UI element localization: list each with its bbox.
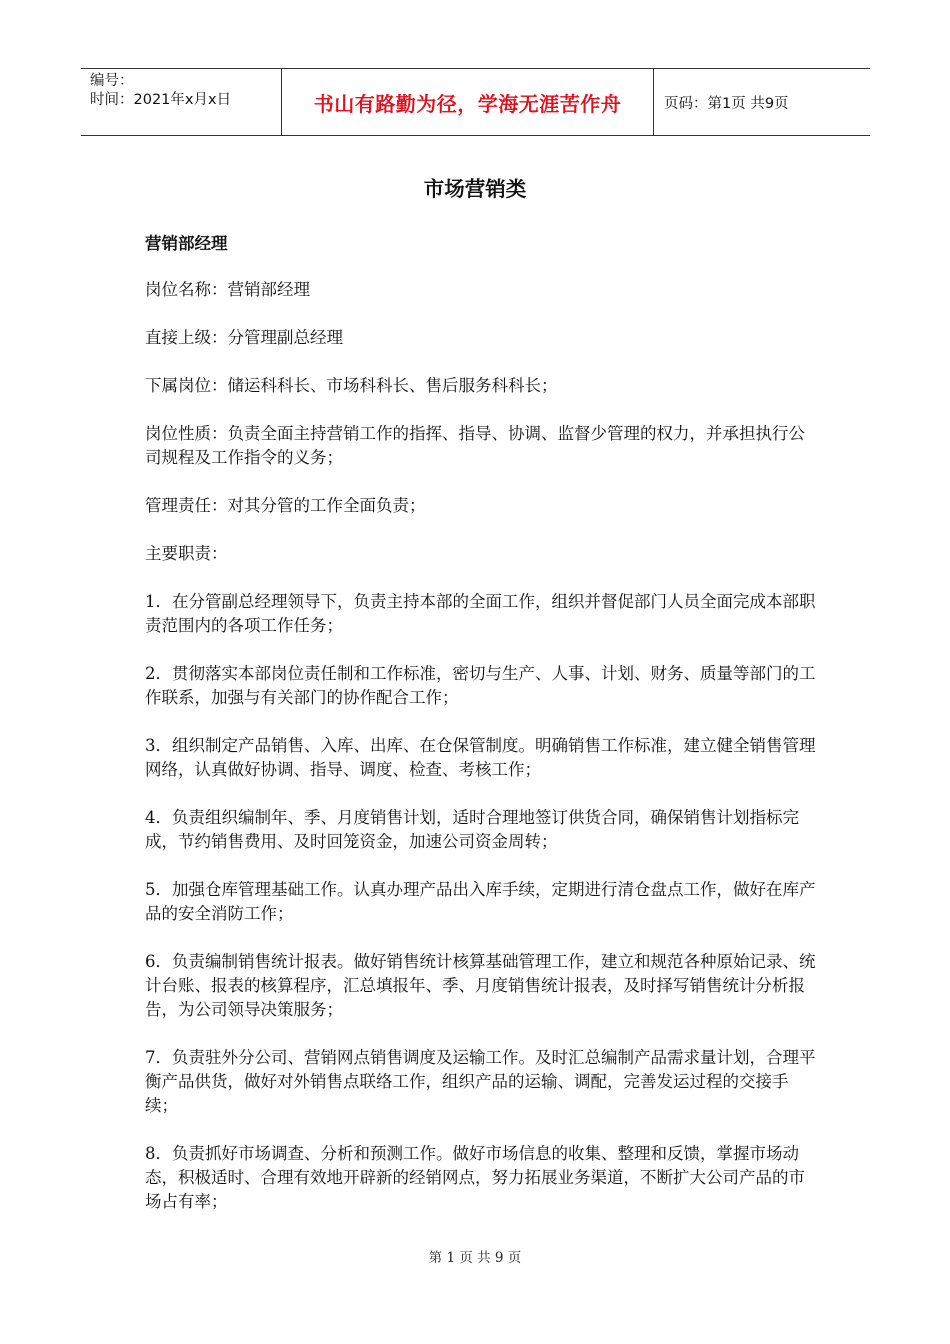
field-position-name: 岗位名称：营销部经理 [145, 280, 310, 299]
header-page-cell [654, 69, 870, 135]
document-body [145, 232, 817, 1238]
page-info: 页码：第1页 共9页 [664, 95, 789, 112]
duty-item: 4．负责组织编制年、季、月度销售计划，适时合理地签订供货合同，确保销售计划指标完成，节约销售费用、及时回笼资金，加速公司资金周转； [145, 808, 799, 851]
field-subordinates: 下属岗位：储运科科长、市场科科长、售后服务科科长； [145, 376, 558, 395]
document-title: 市场营销类 [423, 177, 527, 201]
duty-item: 2．贯彻落实本部岗位责任制和工作标准，密切与生产、人事、计划、财务、质量等部门的工作联系，加强与有关部门的协作配合工作； [145, 664, 816, 707]
duty-item: 5．加强仓库管理基础工作。认真办理产品出入库手续，定期进行清仓盘点工作，做好在库产品的安全消防工作； [145, 880, 816, 923]
field-direct-superior: 直接上级：分管理副总经理 [145, 328, 343, 347]
duty-item: 8．负责抓好市场调查、分析和预测工作。做好市场信息的收集、整理和反馈，掌握市场动态，积极适时、合理有效地开辟新的经销网点，努力拓展业务渠道，不断扩大公司产品的市场占有率； [145, 1144, 805, 1211]
header-motto-cell [282, 69, 654, 135]
field-main-duties-label: 主要职责： [145, 544, 228, 563]
duty-item: 6．负责编制销售统计报表。做好销售统计核算基础管理工作，建立和规范各种原始记录、统计台账、报表的核算程序，汇总填报年、季、月度销售统计报表，及时择写销售统计分析报告，为公司领导决策服务； [145, 952, 816, 1019]
header-meta-cell [81, 69, 282, 135]
page-footer: 第 1 页 共 9 页 [428, 1250, 522, 1266]
section-heading: 营销部经理 [145, 234, 228, 253]
duty-item: 7．负责驻外分公司、营销网点销售调度及运输工作。及时汇总编制产品需求量计划，合理平衡产品供货，做好对外销售点联络工作，组织产品的运输、调配，完善发运过程的交接手续； [145, 1048, 816, 1115]
field-position-nature: 岗位性质：负责全面主持营销工作的指挥、指导、协调、监督少管理的权力，并承担执行公司规程及工作指令的义务； [145, 424, 805, 467]
duty-item: 1．在分管副总经理领导下，负责主持本部的全面工作，组织并督促部门人员全面完成本部职责范围内的各项工作任务； [145, 592, 816, 635]
header-table [81, 68, 870, 136]
motto-text: 书山有路勤为径，学海无涯苦作舟 [313, 91, 622, 116]
date-line: 时间：2021年x月x日 [90, 92, 232, 108]
serial-number-label: 编号： [90, 73, 134, 89]
duty-item: 3．组织制定产品销售、入库、出库、在仓保管制度。明确销售工作标准，建立健全销售管理网络，认真做好协调、指导、调度、检查、考核工作； [145, 736, 816, 779]
field-management-responsibility: 管理责任：对其分管的工作全面负责； [145, 496, 426, 515]
